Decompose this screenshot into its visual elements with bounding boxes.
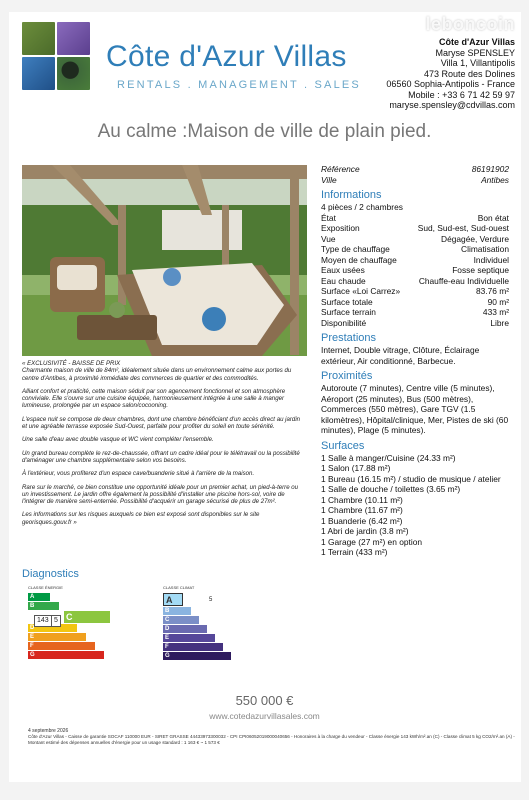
info-key: 4 pièces / 2 chambres: [321, 202, 403, 212]
energy-class-bar-b: B: [28, 602, 59, 610]
info-row: [321, 213, 509, 224]
description-p6: Un grand bureau complète le rez-de-chaussée, offrant un cadre idéal pour le télétravail ou la possibilité d'aménager une chambre supplémentaire selon vos besoins.: [22, 449, 300, 464]
description: [22, 360, 306, 532]
info-key: Surface terrain: [321, 307, 376, 317]
diagnostics-heading: Diagnostics: [22, 568, 79, 580]
surfaces-heading: Surfaces: [321, 439, 365, 452]
description-p2: Charmante maison de ville de 84m², idéalement située dans un environnement calme aux portes du centre d'Antibes, à proximité immédiate des commerces de quartier et des commodités.: [22, 367, 292, 382]
reference-label: Référence: [321, 164, 360, 174]
energy-class-bar-e: E: [28, 633, 86, 641]
agency-phone: Mobile : +33 6 71 42 59 97: [408, 89, 515, 100]
climate-class-bar-c: C: [163, 616, 199, 624]
energy-kwh-value: 143: [34, 615, 52, 627]
info-key: Disponibilité: [321, 317, 367, 328]
climate-class-bar-d: D: [163, 625, 207, 633]
info-key: Eaux usées: [321, 265, 365, 275]
info-value: Dégagée, Verdure: [441, 233, 509, 244]
price: 550 000 €: [235, 693, 294, 708]
agency-address-1: Villa 1, Villantipolis: [440, 58, 515, 68]
climate-class-chart: [163, 585, 275, 680]
climate-class-bar-a: A: [163, 593, 183, 606]
description-p4: L'espace nuit se compose de deux chambres, dont une chambre bénéficiant d'un accès direct au jardin et une agréable terrasse exposée Sud-Ouest, parfaite pour profiter du soleil en toute sérénité.: [22, 415, 301, 431]
energy-class-bar-d: D: [28, 624, 77, 632]
property-details: [321, 164, 509, 558]
description-p7: À l'extérieur, vous profiterez d'un espace cave/buanderie situé à l'arrière de la maison.: [22, 470, 255, 478]
info-row: [321, 307, 509, 318]
ville-value: Antibes: [481, 174, 509, 185]
info-key: Vue: [321, 233, 336, 244]
prestations-heading: Prestations: [321, 332, 377, 344]
info-row: [321, 297, 509, 308]
ville-row: [321, 175, 509, 186]
reference-value: 86191902: [471, 164, 509, 174]
info-row: [321, 202, 509, 213]
proximites-text: Autoroute (7 minutes), Centre ville (5 minutes), Aéroport (25 minutes), Bus (500 mètres), Commerces (550 mètres), Gare TGV (1.5 kilomètres), Hôpital/clinique, Mer, Pistes de ski (60 minutes), Plage (5 minutes).: [321, 383, 509, 435]
info-key: Exposition: [321, 223, 360, 233]
info-key: Surface «Loi Carrez»: [321, 286, 401, 296]
energy-class-chart: [28, 585, 140, 680]
energy-class-bar-g: G: [28, 651, 104, 659]
legal-notice: Côte d'Azur Villas - Caisse de garantie SOCAF 110000 EUR - SIRET GRASSE 44433973300032 - CPI CPI06052019000040656 - Honoraires à la charge du vendeur - Classe énergie 143 kWh/m².an (C) - Classe climat 5 kg CO2/m².an (A) - Montant estimé des dépenses annuelles d'énergie pour un usage standard : 1 163 € ~ 1 573 €: [28, 734, 515, 745]
agency-address-2: 473 Route des Dolines: [423, 68, 515, 79]
info-key: Surface totale: [321, 296, 373, 307]
info-row: [321, 234, 509, 245]
info-key: Moyen de chauffage: [321, 254, 397, 265]
climate-class-label: CLASSE CLIMAT: [163, 585, 195, 590]
surface-item: 1 Chambre (10.11 m²): [321, 494, 403, 505]
info-value: Individuel: [473, 254, 509, 265]
energy-class-label: CLASSE ÉNERGIE: [28, 585, 63, 590]
energy-class-bar-c: C: [64, 611, 110, 623]
agency-contact: Maryse SPENSLEY: [435, 47, 515, 58]
info-value: Bon état: [477, 212, 509, 223]
info-value: Libre: [490, 317, 509, 328]
description-p1: « EXCLUSIVITÉ - BAISSE DE PRIX: [22, 360, 121, 367]
climate-class-bar-e: E: [163, 634, 215, 642]
surface-item: 1 Garage (27 m²) en option: [321, 536, 423, 547]
document-date: 4 septembre 2026: [28, 728, 69, 734]
surface-item: 1 Salon (17.88 m²): [321, 463, 391, 473]
info-row: [321, 265, 509, 276]
ville-label: Ville: [321, 174, 337, 185]
brand-name: Côte d'Azur Villas: [106, 40, 347, 73]
info-row: [321, 255, 509, 266]
info-value: Sud, Sud-est, Sud-ouest: [417, 223, 509, 233]
info-row: [321, 244, 509, 255]
info-value: Chauffe-eau Individuelle: [418, 275, 509, 286]
energy-co2-value: 5: [52, 615, 61, 627]
info-key: État: [321, 212, 336, 223]
agency-email: maryse.spensley@cdvillas.com: [389, 100, 515, 110]
brand-tagline: RENTALS . MANAGEMENT . SALES: [117, 79, 361, 91]
property-photo: [22, 165, 307, 356]
description-p9: Les informations sur les risques auxquels ce bien est exposé sont disponibles sur le site georisques.gouv.fr »: [22, 511, 260, 526]
description-p3: Alliant confort et praticité, cette maison séduit par son agencement fonctionnel et son atmosphère conviviale. Elle s'ouvre sur une cuisine équipée, harmonieusement intégrée à une salle à manger lumineuse, prolongée par un espace salon/cocooning.: [22, 387, 286, 410]
energy-class-bar-f: F: [28, 642, 95, 650]
proximites-heading: Proximités: [321, 370, 373, 382]
website-link[interactable]: www.cotedazurvillasales.com: [209, 711, 320, 721]
info-row: [321, 286, 509, 297]
description-p5: Une salle d'eau avec double vasque et WC vient compléter l'ensemble.: [22, 436, 214, 444]
info-value: 433 m²: [482, 307, 509, 317]
surface-item: 1 Salle à manger/Cuisine (24.33 m²): [321, 452, 456, 463]
surface-item: 1 Chambre (11.67 m²): [321, 505, 403, 515]
agency-address-3: 06560 Sophia-Antipolis - France: [386, 79, 515, 89]
info-value: 83.76 m²: [475, 286, 509, 296]
surface-item: 1 Abri de jardin (3.8 m²): [321, 526, 409, 536]
description-p8: Rare sur le marché, ce bien constitue une opportunité idéale pour un premier achat, un pied-à-terre ou un investissement. Le jardin offre également la possibilité d'installer une piscine hors-sol, voire de l'intégrer de manière semi-enterrée. Possibilité d'acquérir un garage sécurisé de plus de 27m².: [22, 483, 299, 506]
info-value: 90 m²: [487, 296, 509, 307]
climate-class-bar-b: B: [163, 607, 191, 615]
informations-list: [321, 202, 509, 328]
info-row: [321, 223, 509, 234]
surface-item: 1 Buanderie (6.42 m²): [321, 515, 403, 526]
surface-item: 1 Terrain (433 m²): [321, 547, 388, 557]
info-key: Eau chaude: [321, 275, 366, 286]
info-key: Type de chauffage: [321, 244, 390, 254]
watermark: leboncoin: [425, 14, 515, 34]
climate-class-bar-g: G: [163, 652, 231, 660]
info-value: Fosse septique: [452, 265, 509, 275]
info-row: [321, 276, 509, 287]
energy-class-bar-a: A: [28, 593, 50, 601]
reference-row: [321, 164, 509, 175]
prestations-text: Internet, Double vitrage, Clôture, Éclairage extérieur, Air conditionné, Barbecue.: [321, 345, 480, 366]
informations-heading: Informations: [321, 189, 382, 201]
info-row: [321, 318, 509, 329]
info-value: Climatisation: [461, 244, 509, 254]
climate-value: 5: [209, 597, 213, 603]
agency-block: [386, 37, 515, 111]
surface-item: 1 Bureau (16.15 m²) / studio de musique / atelier: [321, 473, 501, 484]
climate-class-bar-f: F: [163, 643, 223, 651]
agency-name: Côte d'Azur Villas: [439, 37, 515, 47]
listing-title: Au calme :Maison de ville de plain pied.: [97, 121, 432, 142]
logo-mark: [22, 22, 90, 90]
surface-item: 1 Salle de douche / toilettes (3.65 m²): [321, 484, 461, 494]
